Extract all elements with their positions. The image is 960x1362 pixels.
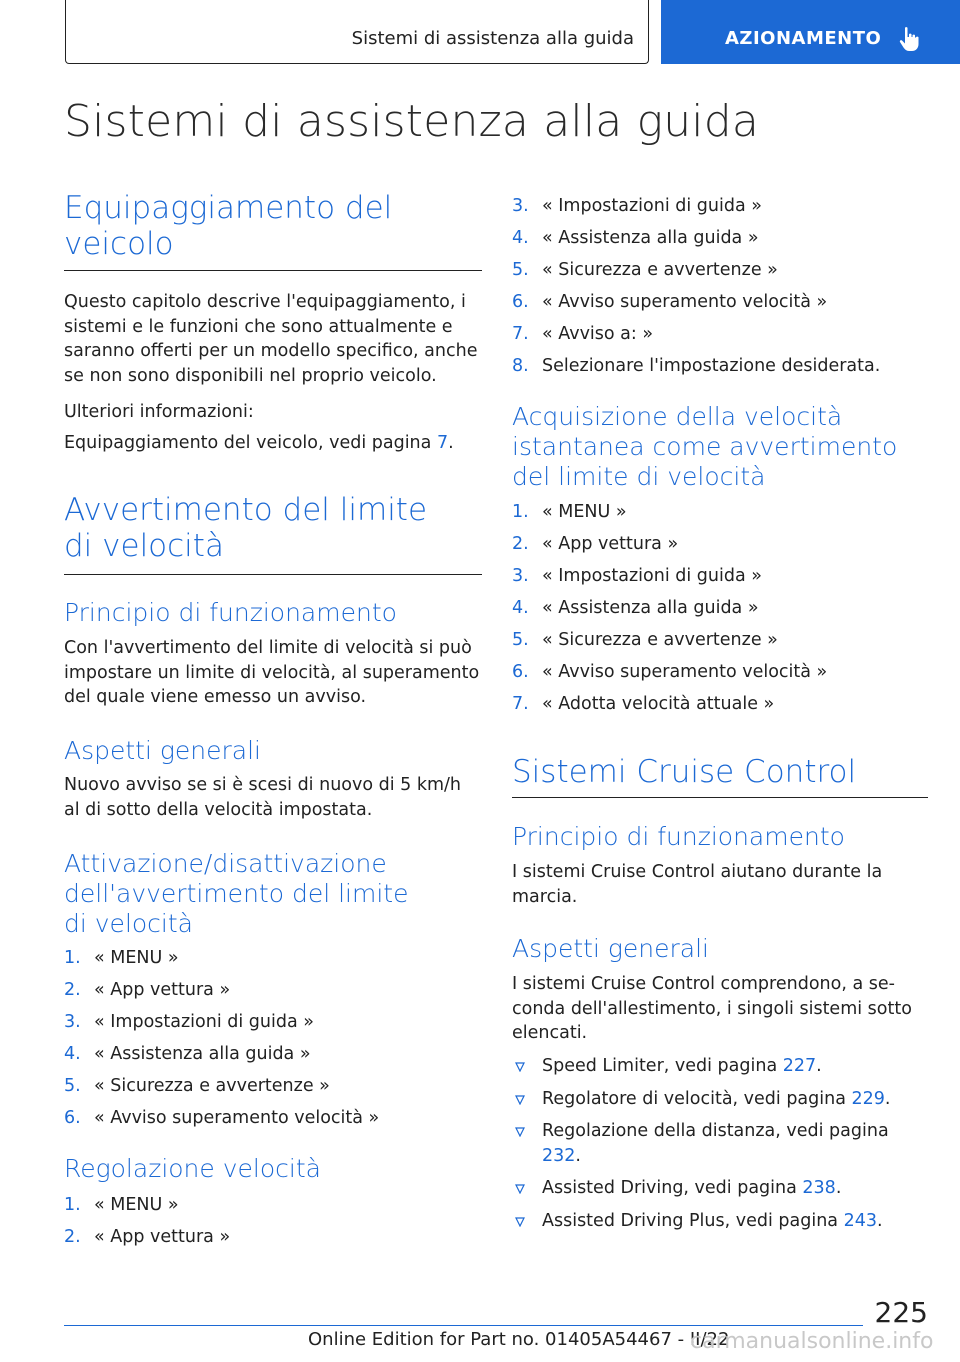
step-item [64, 978, 379, 1010]
step-number: 3. [512, 566, 529, 586]
reference-end: . [448, 433, 454, 453]
step-item [64, 1074, 379, 1106]
page-number: 225 [874, 1296, 928, 1329]
list-item-text: Regolatore di velocità, vedi pagina [542, 1088, 852, 1109]
step-text: « App vettura » [94, 980, 231, 1000]
triangle-bullet-icon [515, 1095, 525, 1105]
general-body: Nuovo avviso se si è scesi di nuovo di 5 km/h al di sotto della velocità impostata. [64, 775, 462, 820]
step-number: 3. [64, 1012, 81, 1032]
step-number: 6. [512, 662, 529, 682]
principle-body: Con l'avvertimento del limite di velocità si può impostare un limite di velocità, al superamento del quale viene emesso un avviso. [64, 638, 480, 707]
step-text: « Avviso superamento velocità » [542, 662, 828, 682]
triangle-bullet-icon [515, 1217, 525, 1227]
list-item-end: . [877, 1210, 883, 1231]
heading-regulate-speed: Regolazione velocità [64, 1154, 321, 1183]
step-item [512, 500, 827, 532]
step-item [512, 322, 880, 354]
step-number: 2. [64, 1227, 81, 1247]
step-number: 5. [64, 1076, 81, 1096]
step-number: 4. [512, 598, 529, 618]
step-text: Selezionare l'impostazione desiderata. [542, 356, 881, 376]
heading-acquire-speed: Acquisizione della velocità istantanea come avvertimento del limite di velocità [512, 402, 898, 491]
list-item [512, 1087, 902, 1112]
list-item-end: . [816, 1056, 822, 1076]
header-section-box [65, 0, 649, 64]
heading-cruise-control: Sistemi Cruise Control [512, 754, 857, 790]
step-text: « Assistenza alla guida » [542, 598, 759, 618]
step-number: 4. [512, 228, 529, 248]
step-text: « App vettura » [542, 534, 679, 554]
list-item-end: . [575, 1145, 581, 1166]
step-number: 6. [512, 292, 529, 312]
header-chapter-tab[interactable] [661, 0, 960, 64]
step-item [64, 1106, 379, 1138]
step-number: 5. [512, 630, 529, 650]
step-text: « Adotta velocità attuale » [542, 694, 775, 714]
step-number: 7. [512, 324, 529, 344]
header-section-title: Sistemi di assistenza alla guida [351, 28, 634, 49]
step-item [512, 660, 827, 692]
step-text: « Avviso a: » [542, 324, 654, 344]
reference-text: Equipaggiamento del veicolo, vedi pagina [64, 433, 437, 453]
step-item [512, 628, 827, 660]
heading-rule [64, 574, 482, 575]
heading-cruise-general: Aspetti generali [512, 934, 709, 963]
list-item-text: Speed Limiter, vedi pagina [542, 1056, 783, 1076]
step-item [512, 564, 827, 596]
step-text: « Assistenza alla guida » [94, 1044, 311, 1064]
heading-rule [64, 270, 482, 271]
page-link[interactable]: 229 [851, 1088, 885, 1109]
list-item [512, 1054, 902, 1079]
regulate-steps-left [64, 1193, 230, 1257]
step-text: « Avviso superamento velocità » [94, 1108, 380, 1128]
step-text: « Impostazioni di guida » [542, 196, 762, 216]
step-text: « Sicurezza e avvertenze » [542, 630, 778, 650]
step-number: 2. [512, 534, 529, 554]
step-item [64, 1193, 230, 1225]
step-item [512, 532, 827, 564]
heading-cruise-principle: Principio di funzionamento [512, 822, 845, 851]
cruise-systems-list [512, 1054, 902, 1241]
step-number: 4. [64, 1044, 81, 1064]
heading-general: Aspetti generali [64, 736, 261, 765]
triangle-bullet-icon [515, 1184, 525, 1194]
step-item [512, 354, 880, 386]
heading-equipment: Equipaggiamento del veicolo [64, 190, 393, 262]
step-item [512, 226, 880, 258]
page-link[interactable]: 243 [843, 1210, 877, 1231]
step-number: 6. [64, 1108, 81, 1128]
cruise-general-body: I sistemi Cruise Control comprendono, a seconda dell'allestimento, i singoli sistemi sotto elencati. [512, 974, 912, 1043]
list-item-text: Regolazione della distanza, vedi pagina [542, 1121, 889, 1141]
step-text: « MENU » [94, 1195, 179, 1215]
step-number: 1. [64, 1195, 81, 1215]
list-item-end: . [835, 1178, 842, 1198]
step-number: 1. [512, 502, 529, 522]
cruise-principle-body: I sistemi Cruise Control aiutano durante la marcia. [512, 862, 883, 907]
equipment-reference [64, 431, 482, 456]
activation-steps [64, 946, 379, 1138]
edition-info: Online Edition for Part no. 01405A54467 - II/22 [308, 1329, 730, 1350]
step-text: « Sicurezza e avvertenze » [94, 1076, 330, 1096]
page-link[interactable]: 232 [542, 1145, 576, 1166]
step-item [512, 194, 880, 226]
step-item [512, 290, 880, 322]
step-number: 3. [512, 196, 529, 216]
list-item-text: Assisted Driving, vedi pagina [542, 1178, 803, 1198]
triangle-bullet-icon [515, 1127, 525, 1137]
triangle-bullet-icon [515, 1062, 525, 1072]
step-number: 7. [512, 694, 529, 714]
acquire-steps [512, 500, 827, 724]
step-text: « MENU » [542, 502, 627, 522]
step-text: « Sicurezza e avvertenze » [542, 260, 778, 280]
step-item [64, 1042, 379, 1074]
list-item [512, 1119, 902, 1168]
step-item [64, 1225, 230, 1257]
regulate-steps-right [512, 194, 880, 386]
step-text: « Impostazioni di guida » [542, 566, 762, 586]
step-number: 1. [64, 948, 81, 968]
step-text: « Impostazioni di guida » [94, 1012, 314, 1032]
list-item [512, 1209, 902, 1234]
step-text: « Assistenza alla guida » [542, 228, 759, 248]
page-link[interactable]: 227 [782, 1056, 817, 1076]
footer-rule [64, 1325, 863, 1326]
step-number: 5. [512, 260, 529, 280]
step-item [512, 258, 880, 290]
list-item-text: Assisted Driving Plus, vedi pagina [542, 1210, 844, 1231]
step-text: « App vettura » [94, 1227, 231, 1247]
header-chapter-label: AZIONAMENTO [725, 28, 882, 49]
more-info-label: Ulteriori informazioni: [64, 402, 254, 422]
step-item [512, 692, 827, 724]
page-link-7[interactable]: 7 [436, 433, 449, 453]
watermark: carmanualsonline.info [690, 1329, 934, 1354]
page-link[interactable]: 238 [802, 1178, 836, 1198]
step-item [64, 1010, 379, 1042]
step-number: 2. [64, 980, 81, 1000]
heading-rule [512, 797, 928, 798]
step-item [64, 946, 379, 978]
list-item-end: . [884, 1088, 891, 1109]
heading-activation: Attivazione/disattivazione dell'avvertimento del limite di velocità [64, 849, 409, 938]
equipment-body: Questo capitolo descrive l'equipaggiamento, i sistemi e le funzioni che sono attualmente e saranno offerti per un modello specifico, anche se non sono disponibili nel proprio veicolo. [64, 292, 478, 386]
hand-pointer-icon [899, 26, 921, 52]
step-number: 8. [512, 356, 529, 376]
list-item [512, 1176, 902, 1201]
step-text: « MENU » [94, 948, 179, 968]
step-text: « Avviso superamento velocità » [542, 292, 828, 312]
heading-speed-limit-warning: Avvertimento del limite di velocità [64, 492, 428, 564]
heading-principle: Principio di funzionamento [64, 598, 397, 627]
step-item [512, 596, 827, 628]
page-title: Sistemi di assistenza alla guida [64, 96, 759, 147]
